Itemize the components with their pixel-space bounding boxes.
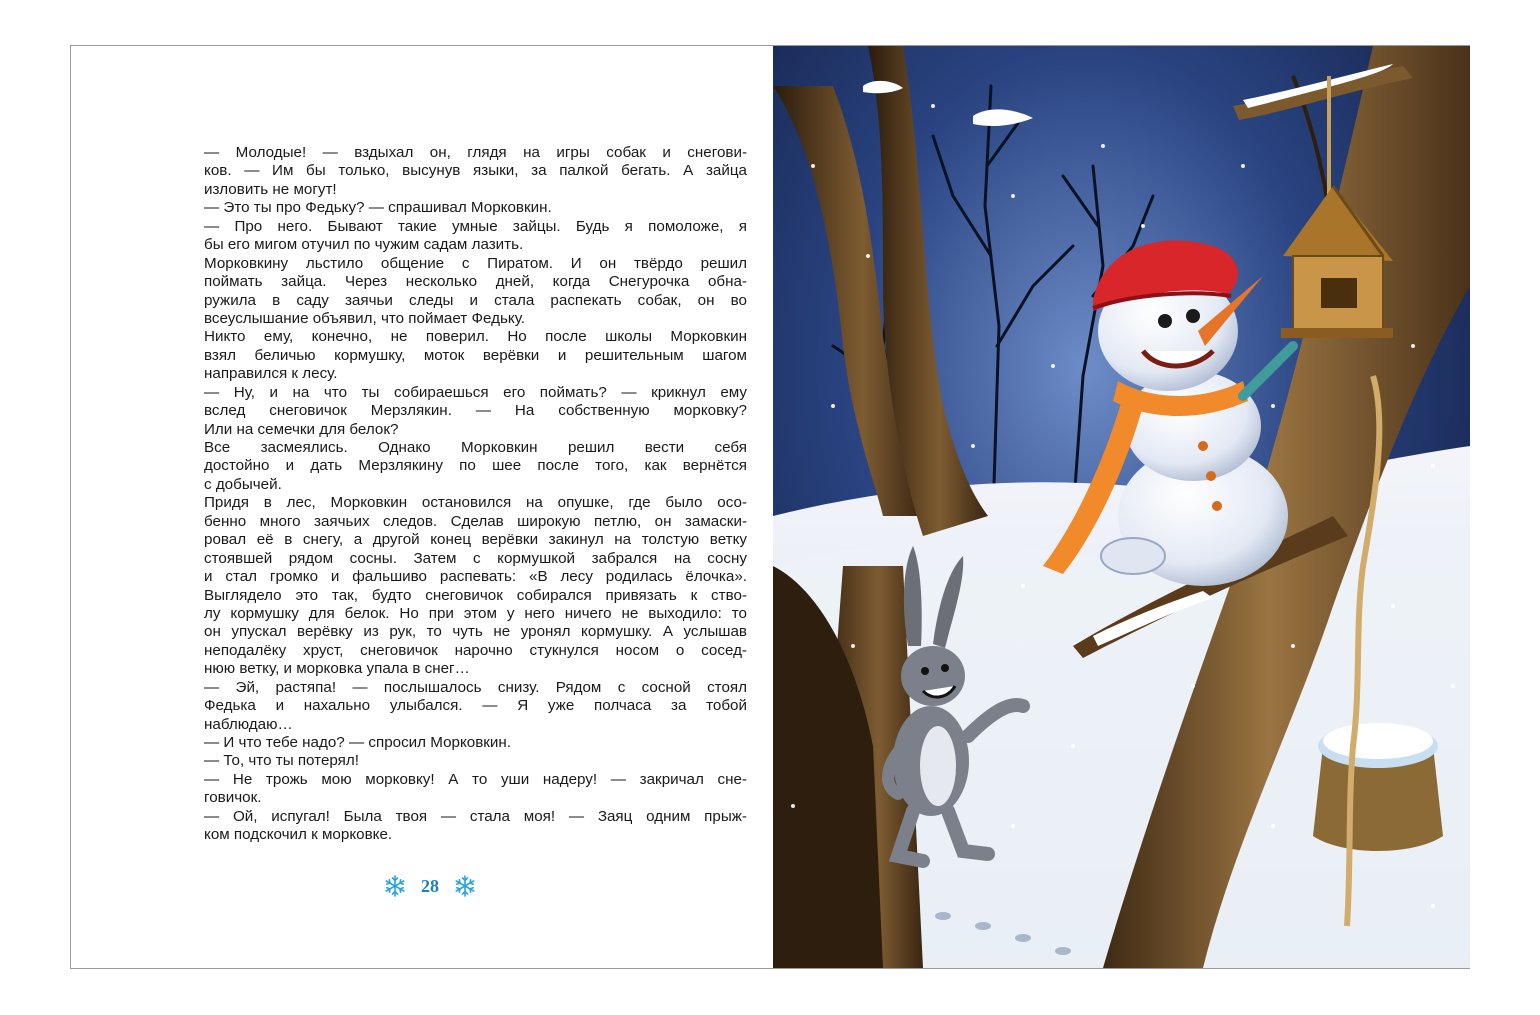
- story-line: достойно и дать Мерзлякину по шее после того, как вернётся: [204, 457, 747, 475]
- story-line: ком подскочил к морковке.: [204, 826, 393, 844]
- story-line: — И что тебе надо? — спросил Морковкин.: [204, 734, 512, 751]
- story-line: ровал её в снегу, а другой конец верёвки закинул на толстую ветку: [204, 531, 747, 549]
- story-line: поймать зайца. Через несколько дней, когда Снегурочка обна-: [204, 273, 747, 291]
- story-text: [204, 144, 747, 845]
- story-line: — Молодые! — вздыхал он, глядя на игры собак и снегови-: [204, 144, 747, 161]
- story-line: — Это ты про Федьку? — спрашивал Морковкин.: [204, 199, 552, 217]
- story-line: — Не трожь мою морковку! А то уши надеру! — закричал сне-: [204, 770, 747, 788]
- illustration-page: [773, 46, 1470, 968]
- story-line: всеуслышание объявил, что поймает Федьку.: [204, 309, 526, 327]
- story-line: вслед снеговичок Мерзлякин. — На собственную морковку?: [204, 402, 747, 420]
- story-line: — Про него. Бывают такие умные зайцы. Будь я помоложе, я: [204, 217, 747, 235]
- story-line: Или на семечки для белок?: [204, 420, 399, 438]
- story-line: — Ой, испугал! Была твоя — стала моя! — Заяц одним прыж-: [204, 807, 747, 825]
- story-line: Морковкину льстило общение с Пиратом. И он твёрдо решил: [204, 254, 747, 272]
- story-line: взял беличью кормушку, моток верёвки и решительным шагом: [204, 346, 747, 364]
- book-spread: [70, 45, 1470, 969]
- story-line: ков. — Им бы только, высунув языки, за палкой бегать. А зайца: [204, 162, 747, 180]
- story-line: — Ну, и на что ты собираешься его поймать? — крикнул ему: [204, 383, 747, 401]
- snowflake-icon: [453, 874, 477, 898]
- story-line: Придя в лес, Морковкин остановился на опушке, где было осо-: [204, 494, 747, 512]
- story-line: бы его мигом отучил по чужим садам лазить.: [204, 236, 524, 254]
- story-line: неподалёку хруст, снеговичок нарочно стукнулся носом о сосед-: [204, 641, 747, 659]
- story-line: Никто ему, конечно, не поверил. Но после школы Морковкин: [204, 328, 747, 346]
- story-line: — То, что ты потерял!: [204, 752, 359, 770]
- page-footer: [383, 874, 477, 898]
- story-line: ружила в саду заячьи следы и стала распекать собак, он во: [204, 291, 747, 309]
- story-line: стоявшей рядом сосны. Затем с кормушкой забрался на сосну: [204, 549, 747, 567]
- left-page: [71, 46, 773, 968]
- page-number: 28: [421, 875, 439, 896]
- winter-forest-illustration: [773, 46, 1470, 968]
- story-line: Федька и нахально улыбался. — Я уже полчаса за тобой: [204, 697, 747, 715]
- story-line: он упускал верёвку из рук, то чуть не уронял кормушку. А услышав: [204, 623, 747, 641]
- story-line: наблюдаю…: [204, 715, 293, 733]
- story-line: — Эй, растяпа! — послышалось снизу. Рядом с сосной стоял: [204, 678, 747, 696]
- story-line: говичок.: [204, 789, 262, 807]
- story-line: Все засмеялись. Однако Морковкин решил вести себя: [204, 439, 747, 456]
- story-line: нюю ветку, и морковка упала в снег…: [204, 660, 470, 678]
- story-line: бенно много заячьих следов. Сделав широкую петлю, он замаски-: [204, 512, 747, 530]
- story-line: Выглядело это так, будто снеговичок собирался привязать к ство-: [204, 586, 747, 604]
- story-line: изловить не могут!: [204, 180, 337, 198]
- story-line: лу кормушку для белок. Но при этом у него ничего не выходило: то: [204, 604, 747, 622]
- snowflake-icon: [383, 874, 407, 898]
- story-line: направился к лесу.: [204, 365, 338, 383]
- story-line: с добычей.: [204, 475, 282, 493]
- story-line: и стал громко и фальшиво распевать: «В лесу родилась ёлочка».: [204, 568, 747, 586]
